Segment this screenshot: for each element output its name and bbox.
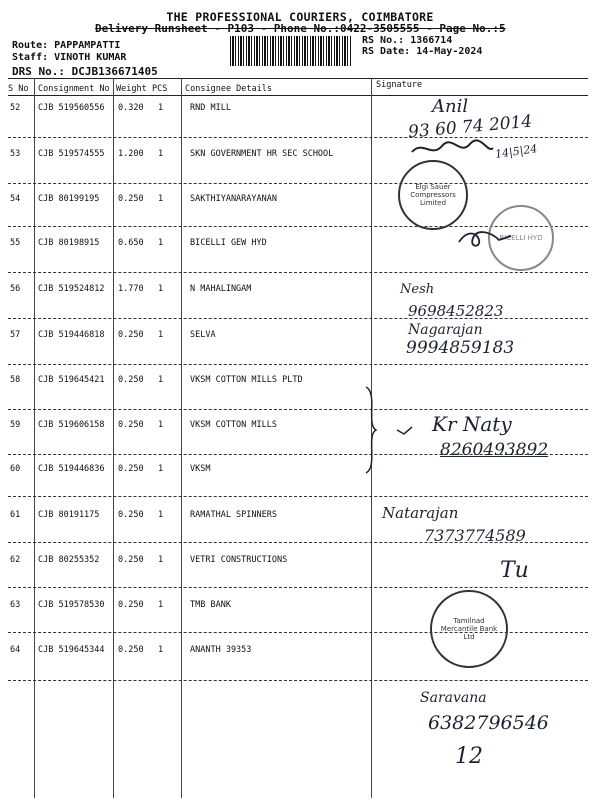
handwritten-phone: 9994859183 — [406, 338, 515, 358]
column-divider — [181, 78, 182, 798]
handwritten-signature: Nagarajan — [408, 322, 483, 338]
row-pcs: 1 — [158, 194, 164, 204]
row-sno: 54 — [10, 194, 21, 204]
column-divider — [34, 78, 35, 798]
row-consignee: VKSM — [190, 464, 211, 474]
tick-mark — [396, 426, 414, 436]
column-divider — [113, 78, 114, 798]
col-header-consignment: Consignment No — [38, 84, 110, 94]
row-separator — [8, 587, 588, 588]
col-header-consignee: Consignee Details — [185, 84, 272, 94]
company-title: THE PROFESSIONAL COURIERS, COIMBATORE — [166, 10, 434, 24]
handwritten-signature: Kr Naty — [432, 412, 512, 436]
row-pcs: 1 — [158, 420, 164, 430]
table-top-rule — [8, 78, 588, 79]
row-consignee: SELVA — [190, 330, 216, 340]
row-pcs: 1 — [158, 103, 164, 113]
row-sno: 52 — [10, 103, 21, 113]
row-consignee: SKN GOVERNMENT HR SEC SCHOOL — [190, 149, 334, 159]
row-weight: 0.250 — [118, 555, 144, 565]
brace-mark — [362, 385, 382, 475]
handwritten-date: 14|5|24 — [494, 142, 539, 161]
row-separator — [8, 496, 588, 497]
row-separator — [8, 364, 588, 365]
runsheet-line: Delivery Runsheet - P103 - Phone No.:0422-3505555 - Page No.:5 — [95, 22, 506, 35]
row-weight: 0.250 — [118, 420, 144, 430]
row-weight: 0.650 — [118, 238, 144, 248]
row-consignment: CJB 519560556 — [38, 103, 105, 113]
handwritten-signature: Anil — [432, 96, 469, 117]
row-pcs: 1 — [158, 284, 164, 294]
row-consignee: SAKTHIYANARAYANAN — [190, 194, 277, 204]
col-header-pcs: PCS — [152, 84, 168, 94]
rs-date: RS Date: 14-May-2024 — [362, 46, 483, 57]
row-consignment: CJB 80191175 — [38, 510, 100, 520]
row-sno: 60 — [10, 464, 21, 474]
row-weight: 0.250 — [118, 330, 144, 340]
row-sno: 64 — [10, 645, 21, 655]
handwritten-signature: Natarajan — [382, 504, 459, 522]
header-bottom-rule — [8, 95, 588, 96]
row-sno: 63 — [10, 600, 21, 610]
handwritten-scribble — [455, 226, 515, 252]
bank-stamp: Tamilnad Mercantile Bank Ltd — [430, 590, 508, 668]
handwritten-phone: 6382796546 — [428, 712, 549, 734]
row-pcs: 1 — [158, 555, 164, 565]
col-header-weight: Weight — [116, 84, 147, 94]
row-consignee: VETRI CONSTRUCTIONS — [190, 555, 288, 565]
row-consignment: CJB 80199195 — [38, 194, 100, 204]
row-consignment: CJB 519606158 — [38, 420, 105, 430]
row-consignee: BICELLI GEW HYD — [190, 238, 267, 248]
row-pcs: 1 — [158, 464, 164, 474]
handwritten-phone: 9698452823 — [408, 302, 504, 320]
row-consignment: CJB 519524812 — [38, 284, 105, 294]
row-consignment: CJB 519645344 — [38, 645, 105, 655]
row-weight: 1.200 — [118, 149, 144, 159]
row-separator — [8, 680, 588, 681]
row-weight: 0.250 — [118, 194, 144, 204]
row-weight: 0.250 — [118, 600, 144, 610]
row-consignment: CJB 519645421 — [38, 375, 105, 385]
row-consignee: VKSM COTTON MILLS PLTD — [190, 375, 303, 385]
handwritten-signature: Nesh — [400, 282, 435, 297]
handwritten-phone: 93 60 74 2014 — [407, 111, 534, 143]
col-header-sno: S No — [8, 84, 29, 94]
row-consignment: CJB 519574555 — [38, 149, 105, 159]
row-consignment: CJB 519578530 — [38, 600, 105, 610]
row-separator — [8, 272, 588, 273]
row-pcs: 1 — [158, 600, 164, 610]
handwritten-phone: 8260493892 — [440, 440, 549, 460]
row-weight: 0.250 — [118, 375, 144, 385]
row-sno: 61 — [10, 510, 21, 520]
row-pcs: 1 — [158, 238, 164, 248]
row-consignee: RND MILL — [190, 103, 231, 113]
row-pcs: 1 — [158, 645, 164, 655]
row-weight: 0.250 — [118, 645, 144, 655]
row-consignment: CJB 519446836 — [38, 464, 105, 474]
row-consignee: RAMATHAL SPINNERS — [190, 510, 277, 520]
row-pcs: 1 — [158, 149, 164, 159]
row-separator — [8, 409, 588, 410]
row-weight: 0.320 — [118, 103, 144, 113]
row-consignee: TMB BANK — [190, 600, 231, 610]
route: Route: PAPPAMPATTI — [12, 40, 121, 51]
row-consignee: VKSM COTTON MILLS — [190, 420, 277, 430]
row-sno: 58 — [10, 375, 21, 385]
row-consignment: CJB 519446818 — [38, 330, 105, 340]
rs-number: RS No.: 1366714 — [362, 35, 453, 46]
row-consignee: N MAHALINGAM — [190, 284, 252, 294]
row-consignee: ANANTH 39353 — [190, 645, 252, 655]
row-consignment: CJB 80198915 — [38, 238, 100, 248]
row-sno: 57 — [10, 330, 21, 340]
handwritten-signature: Saravana — [420, 690, 487, 706]
col-header-signature: Signature — [376, 80, 423, 90]
drs-number: DRS No.: DCJB136671405 — [12, 65, 158, 78]
row-sno: 53 — [10, 149, 21, 159]
row-weight: 0.250 — [118, 510, 144, 520]
row-sno: 55 — [10, 238, 21, 248]
row-separator — [8, 137, 588, 138]
staff: Staff: VINOTH KUMAR — [12, 52, 127, 63]
company-stamp: BICELLI HYD — [488, 205, 554, 271]
handwritten-signature: Tu — [500, 558, 529, 583]
handwritten-phone: 7373774589 — [424, 526, 526, 545]
row-pcs: 1 — [158, 510, 164, 520]
row-weight: 1.770 — [118, 284, 144, 294]
row-sno: 59 — [10, 420, 21, 430]
company-stamp: Elgi Sauer Compressors Limited — [398, 160, 468, 230]
barcode — [230, 36, 352, 66]
row-pcs: 1 — [158, 375, 164, 385]
row-sno: 62 — [10, 555, 21, 565]
handwritten-mark: 12 — [455, 744, 483, 769]
row-consignment: CJB 80255352 — [38, 555, 100, 565]
handwritten-scribble — [410, 138, 495, 160]
row-weight: 0.250 — [118, 464, 144, 474]
row-sno: 56 — [10, 284, 21, 294]
row-pcs: 1 — [158, 330, 164, 340]
row-separator — [8, 183, 588, 184]
